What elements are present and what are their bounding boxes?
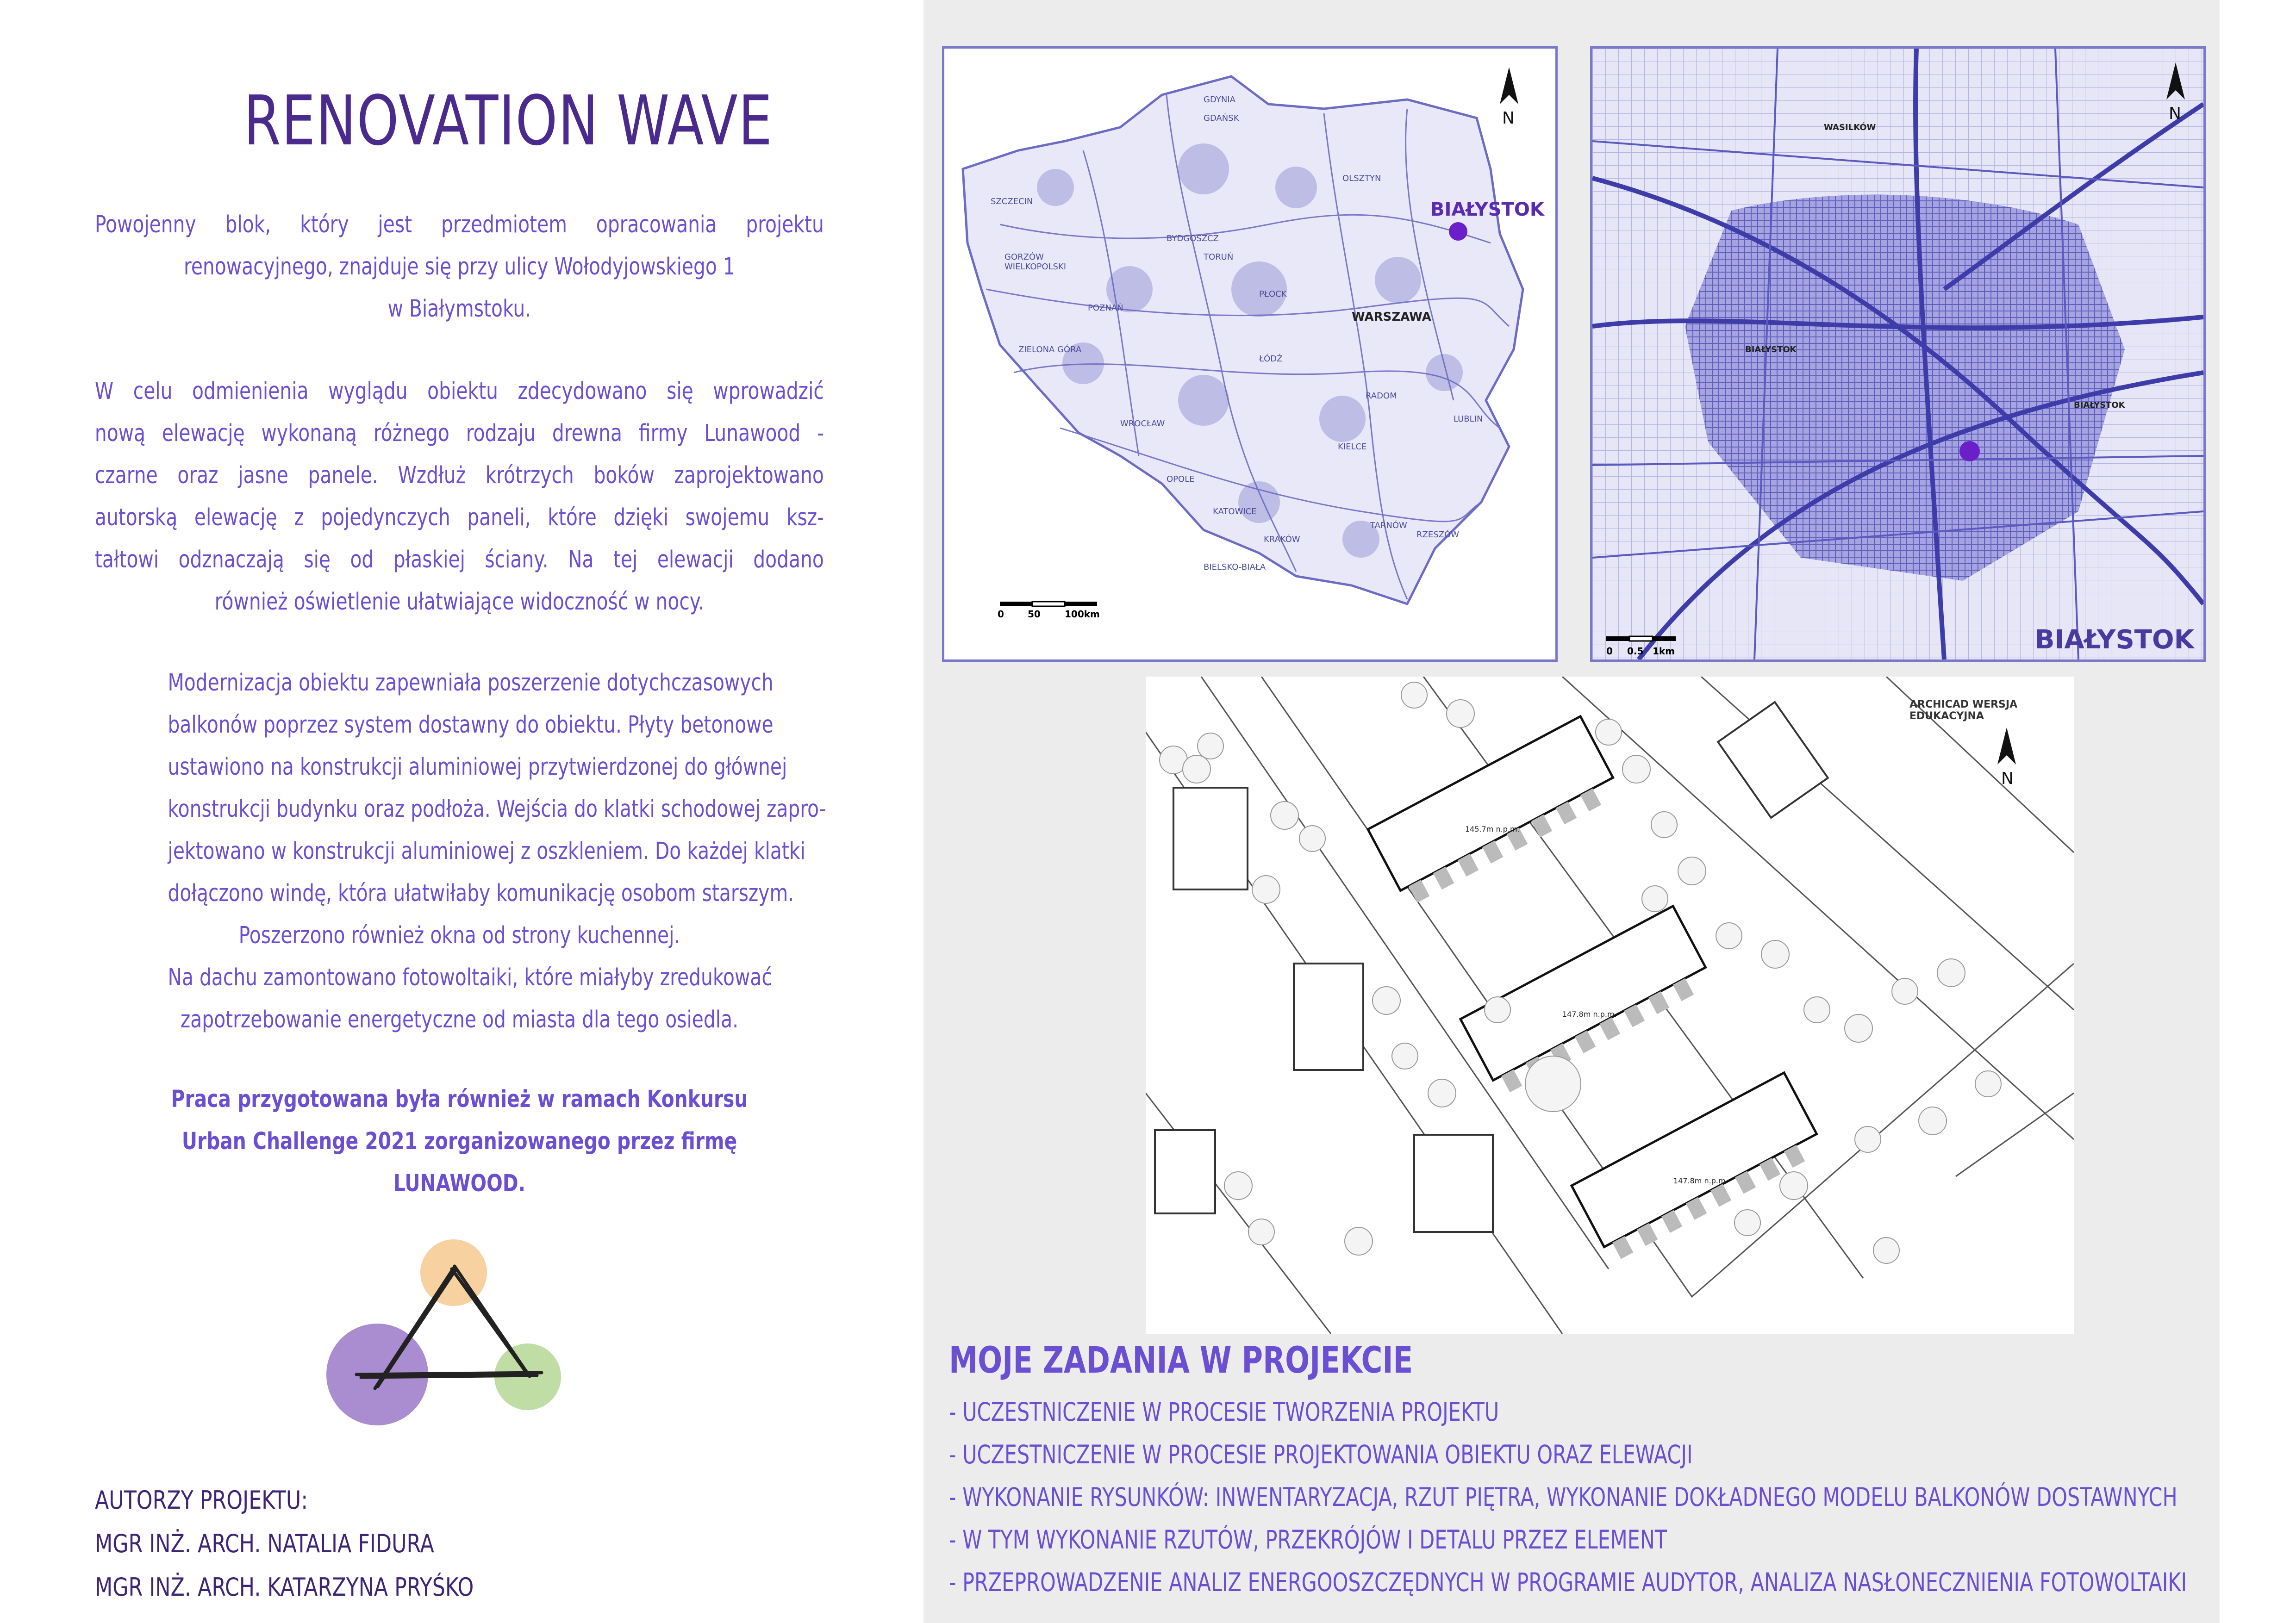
- street-label: WASILKÓW: [1824, 123, 1876, 132]
- city-label: KIELCE: [1338, 442, 1367, 452]
- city-label: LUBLIN: [1454, 414, 1483, 424]
- city-label: POZNAŃ: [1088, 303, 1123, 313]
- city-label: KRAKÓW: [1264, 535, 1300, 544]
- modernization-line: ustawiono na konstrukcji aluminiowej przytwierdzonej do głównej: [168, 753, 787, 781]
- task-item: - UCZESTNICZENIE W PROCESIE TWORZENIA PROJEKTU: [949, 1397, 1499, 1427]
- poland-scale-0: 0: [998, 609, 1004, 620]
- modernization-line: Na dachu zamontowano fotowoltaiki, które miałyby zredukować: [168, 964, 772, 991]
- site-plan-svg: [1146, 677, 2074, 1334]
- elevation-line: czarne oraz jasne panele. Wzdłuż krótrzych boków zaprojektowano: [95, 462, 824, 489]
- elevation-line: również oświetlenie ułatwiające widoczność w nocy.: [214, 588, 705, 616]
- task-item: - W TYM WYKONANIE RZUTÓW, PRZEKRÓJÓW I DETALU PRZEZ ELEMENT: [949, 1525, 1667, 1555]
- city-label: BYDGOSZCZ: [1167, 234, 1219, 243]
- intro-line: renowacyjnego, znajduje się przy ulicy Wołodyjowskiego 1: [184, 253, 735, 280]
- city-label: OLSZTYN: [1342, 174, 1381, 183]
- authors-heading: AUTORZY PROJEKTU:: [95, 1486, 308, 1515]
- modernization-line: zapotrzebowanie energetyczne od miasta dla tego osiedla.: [180, 1006, 739, 1033]
- competition-paragraph: [95, 1078, 824, 1205]
- task-item: - UCZESTNICZENIE W PROCESIE PROJEKTOWANIA OBIEKTU ORAZ ELEWACJI: [949, 1440, 1693, 1469]
- poland-map: [942, 46, 1558, 662]
- city-scale-05: 0.5: [1627, 646, 1644, 657]
- author-name: MGR INŻ. ARCH. NATALIA FIDURA: [95, 1529, 434, 1558]
- poland-scale-100: 100km: [1065, 609, 1100, 620]
- competition-line: Praca przygotowana była również w ramach Konkursu: [171, 1086, 748, 1113]
- city-map: [1590, 46, 2206, 662]
- intro-line: w Białymstoku.: [387, 295, 531, 323]
- modernization-line: jektowano w konstrukcji aluminiowej z oszkleniem. Do każdej klatki: [168, 838, 805, 865]
- archicad-watermark: ARCHICAD WERSJA EDUKACYJNA: [1909, 699, 2018, 722]
- poland-scale-50: 50: [1028, 609, 1041, 620]
- modernization-line: balkonów poprzez system dostawny do obiektu. Płyty betonowe: [168, 711, 774, 739]
- city-label: RZESZÓW: [1416, 530, 1459, 540]
- site-north-label: N: [2001, 769, 2014, 788]
- modernization-line: dołączono windę, która ułatwiłaby komunikację osobom starszym.: [168, 880, 794, 907]
- street-label: BIAŁYSTOK: [1745, 345, 1797, 354]
- building-block-1: [1368, 716, 1622, 907]
- city-label: RADOM: [1366, 391, 1397, 401]
- elevation-line: W celu odmienienia wyglądu obiektu zdecydowano się wprowadzić: [95, 378, 824, 405]
- city-label: ŁÓDŹ: [1259, 354, 1283, 364]
- city-scale-0: 0: [1606, 646, 1613, 657]
- city-label: GORZÓW WIELKOPOLSKI: [1004, 252, 1067, 272]
- level-label: 147.8m n.p.m.: [1562, 1010, 1617, 1019]
- city-scale-1: 1km: [1653, 646, 1675, 657]
- level-label: 145.7m n.p.m.: [1465, 825, 1520, 833]
- street-label: BIAŁYSTOK: [2074, 400, 2125, 410]
- city-label: TORUŃ: [1204, 252, 1234, 262]
- site-plan: [1146, 677, 2074, 1334]
- elevation-line: tałtowi odznaczają się od płaskiej ściany. Na tej elewacji dodano: [95, 546, 824, 573]
- north-arrow-icon: [1997, 728, 2016, 765]
- tasks-list: [949, 1391, 2296, 1604]
- city-label: BIELSKO-BIAŁA: [1204, 562, 1266, 572]
- intro-line: Powojenny blok, który jest przedmiotem opracowania projektu: [95, 211, 824, 238]
- competition-line: LUNAWOOD.: [393, 1170, 526, 1197]
- competition-line: Urban Challenge 2021 zorganizowanego przez firmę: [181, 1128, 737, 1155]
- city-label: ZIELONA GÓRA: [1018, 345, 1082, 354]
- city-label: PŁOCK: [1259, 289, 1287, 299]
- building-block-3: [1572, 1073, 1825, 1263]
- modernization-line: Poszerzono również okna od strony kuchennej.: [238, 922, 680, 949]
- modernization-line: konstrukcji budynku oraz podłoża. Wejścia do klatki schodowej zapro-: [168, 796, 826, 823]
- task-item: - PRZEPROWADZENIE ANALIZ ENERGOOSZCZĘDNYCH W PROGRAMIE AUDYTOR, ANALIZA NASŁONECZNIENIA FOTOWOLTAIKI: [949, 1567, 2187, 1597]
- page-title: RENOVATION WAVE: [243, 81, 773, 161]
- city-north-label: N: [2169, 104, 2181, 123]
- city-label: OPOLE: [1167, 474, 1195, 484]
- elevation-line: autorską elewację z pojedynczych paneli, które dzięki swojemu ksz-: [95, 504, 824, 531]
- level-label: 147.8m n.p.m.: [1673, 1176, 1728, 1185]
- city-label: GDAŃSK: [1204, 113, 1239, 123]
- poland-capital-label: WARSZAWA: [1352, 310, 1431, 324]
- city-map-svg: [1592, 49, 2203, 659]
- intro-paragraph: [95, 204, 824, 330]
- city-label: GDYNIA: [1204, 95, 1235, 105]
- modernization-line: Modernizacja obiektu zapewniała poszerzenie dotychczasowych: [168, 669, 774, 696]
- poland-city-label: BIAŁYSTOK: [1430, 199, 1544, 220]
- site-marker: [1959, 441, 1980, 461]
- task-item: - WYKONANIE RYSUNKÓW: INWENTARYZACJA, RZUT PIĘTRA, WYKONANIE DOKŁADNEGO MODELU BALKONÓW DOSTAWNYCH: [949, 1482, 2177, 1512]
- city-label: KATOWICE: [1213, 507, 1257, 516]
- city-label: SZCZECIN: [991, 197, 1033, 206]
- elevation-line: nową elewację wykonaną różnego rodzaju drewna firmy Lunawood -: [95, 420, 824, 447]
- poland-city-names: [944, 49, 1555, 659]
- modernization-paragraph: [95, 662, 824, 1041]
- authors-block: [95, 1479, 557, 1609]
- city-map-label: BIAŁYSTOK: [2034, 625, 2194, 655]
- city-scale-bar: [1606, 636, 1676, 641]
- logo-graphic: [324, 1236, 574, 1430]
- author-name: MGR INŻ. ARCH. KATARZYNA PRYŚKO: [95, 1573, 474, 1602]
- elevation-paragraph: [95, 370, 824, 623]
- city-label: TARNÓW: [1370, 521, 1407, 530]
- tasks-heading: MOJE ZADANIA W PROJEKCIE: [949, 1340, 1413, 1381]
- poland-north-label: N: [1502, 109, 1515, 128]
- city-label: WROCŁAW: [1120, 419, 1165, 429]
